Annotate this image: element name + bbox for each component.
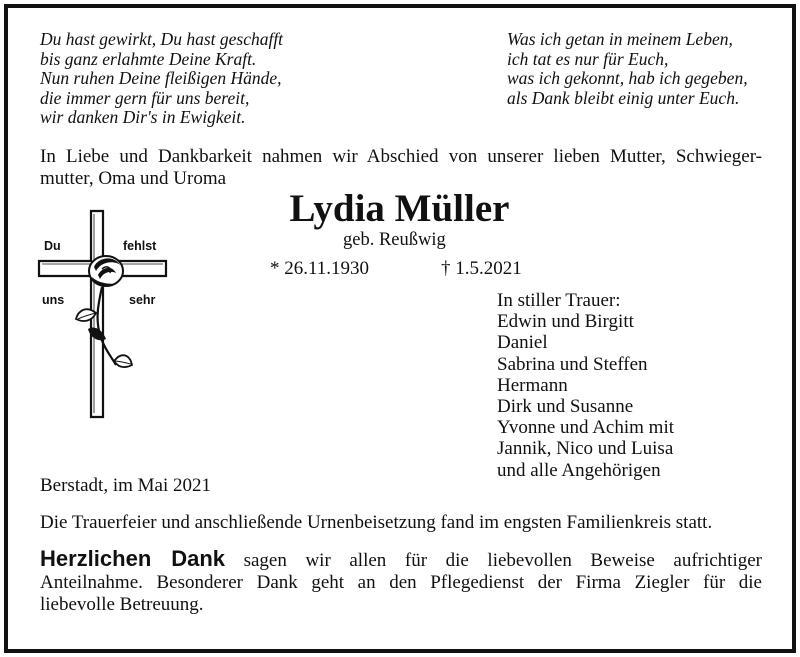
thanks-section [40, 548, 762, 616]
poem-left-line: wir danken Dir's in Ewigkeit. [40, 107, 246, 128]
cross-word-uns: uns [42, 293, 65, 307]
thanks-line1-rest: sagen wir allen für die liebevollen Beweise aufrichtiger [243, 550, 763, 571]
poem-right-line: Was ich getan in meinem Leben, [507, 29, 733, 49]
mourners-list [497, 290, 674, 481]
maiden-name: geb. Reußwig [343, 230, 446, 250]
mourner-entry: Edwin und Birgitt [497, 311, 634, 333]
poem-right-line: als Dank bleibt einig unter Euch. [507, 87, 740, 108]
cross-with-rose [36, 205, 172, 421]
death-date: † 1.5.2021 [441, 258, 522, 279]
intro-line: In Liebe und Dankbarkeit nahmen wir Abschied von unserer lieben Mutter, Schwieger- [40, 146, 762, 167]
cross-word-fehlst: fehlst [123, 239, 157, 253]
poem-right-line: was ich gekonnt, hab ich gegeben, [507, 68, 748, 89]
poem-right [507, 30, 748, 108]
mourner-entry: Yvonne und Achim mit [497, 417, 675, 439]
thanks-line: Anteilnahme. Besonderer Dank geht an den Pflegedienst der Firma Ziegler für die [40, 572, 762, 593]
thanks-line: liebevolle Betreuung. [40, 594, 204, 615]
mourner-entry: Daniel [497, 332, 548, 354]
birth-date: * 26.11.1930 [270, 258, 370, 279]
intro-line: mutter, Oma und Uroma [40, 167, 227, 189]
cross-icon [36, 205, 172, 421]
funeral-note: Die Trauerfeier und anschließende Urnenbeisetzung fand im engsten Familienkreis statt. [40, 512, 713, 533]
cross-word-sehr: sehr [129, 293, 156, 307]
thanks-heading: Herzlichen Dank [40, 546, 226, 571]
poem-left-line: bis ganz erlahmte Deine Kraft. [40, 48, 257, 69]
poem-left-line: die immer gern für uns bereit, [40, 87, 250, 108]
poem-left-line: Nun ruhen Deine fleißigen Hände, [40, 68, 282, 89]
poem-left [40, 30, 283, 128]
place-date: Berstadt, im Mai 2021 [40, 475, 211, 496]
mourner-entry: Jannik, Nico und Luisa [497, 438, 674, 460]
mourners-heading: In stiller Trauer: [497, 290, 621, 311]
deceased-name-text: Lydia Müller [289, 187, 510, 230]
rose-icon [89, 256, 123, 286]
poem-right-line: ich tat es nur für Euch, [507, 48, 669, 69]
poem-left-line: Du hast gewirkt, Du hast geschafft [40, 29, 284, 49]
mourner-entry: Sabrina und Steffen [497, 353, 648, 375]
intro-text [40, 146, 762, 189]
mourner-entry: und alle Angehörigen [497, 459, 661, 481]
mourner-entry: Dirk und Susanne [497, 396, 634, 418]
mourner-entry: Hermann [497, 374, 568, 396]
thanks-line [40, 548, 762, 572]
cross-word-du: Du [44, 239, 61, 253]
